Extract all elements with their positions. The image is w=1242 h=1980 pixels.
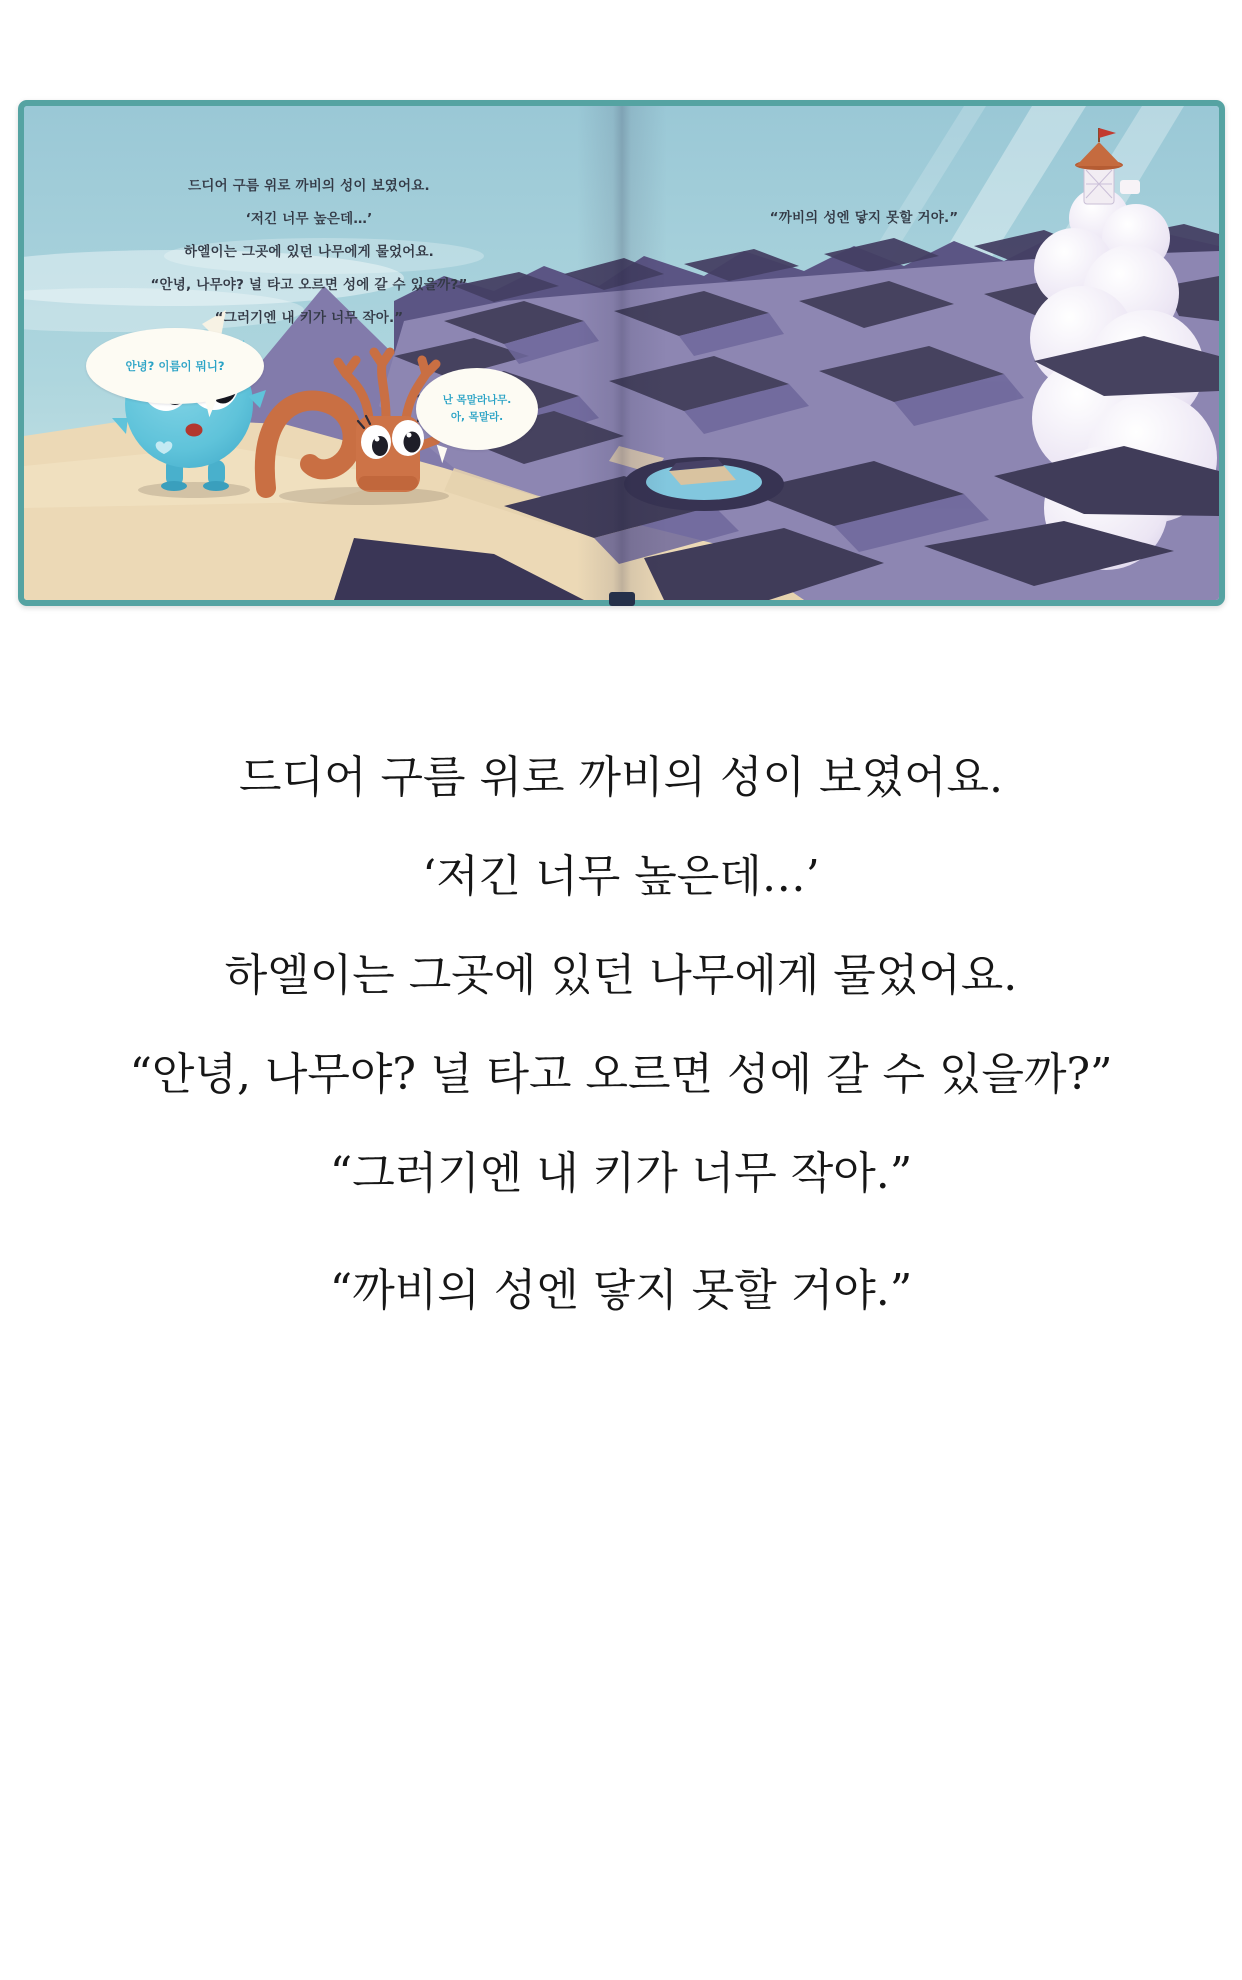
story-line-5: “그러기엔 내 키가 너무 작아.” <box>329 1148 913 1199</box>
story-line-1: 드디어 구름 위로 까비의 성이 보였어요. <box>239 752 1003 803</box>
page-text-line: 하엘이는 그곳에 있던 나무에게 물었어요. <box>183 244 435 260</box>
page-text-line: “그러기엔 내 키가 너무 작아.” <box>214 310 404 326</box>
speech-bubble-text: 아, 목말라. <box>450 411 504 423</box>
page-text-line: ‘저긴 너무 높은데…’ <box>245 211 373 227</box>
illustration <box>24 106 1219 600</box>
speech-bubble-text: 난 목말라나무. <box>442 394 512 406</box>
story-line-2: ‘저긴 너무 높은데…’ <box>422 851 820 902</box>
story-line-3: 하엘이는 그곳에 있던 나무에게 물었어요. <box>224 950 1018 1001</box>
shadow <box>138 482 250 498</box>
story-line-4: “안녕, 나무야? 널 타고 오르면 성에 갈 수 있을까?” <box>129 1049 1113 1100</box>
page-text-right: “까비의 성엔 닿지 못할 거야.” <box>769 210 959 226</box>
story-line-6: “까비의 성엔 닿지 못할 거야.” <box>329 1265 913 1316</box>
page-text-line: “안녕, 나무야? 널 타고 오르면 성에 갈 수 있을까?” <box>150 277 468 293</box>
page-text-line: 드디어 구름 위로 까비의 성이 보였어요. <box>188 178 430 194</box>
speech-bubble-tree <box>416 368 538 450</box>
story-text <box>0 728 1242 1340</box>
spine-notch <box>609 592 635 606</box>
pond <box>624 457 784 511</box>
speech-bubble-hael <box>86 328 264 404</box>
page-text-left <box>119 170 499 335</box>
book-spread <box>18 100 1225 606</box>
speech-bubble-text: 안녕? 이름이 뭐니? <box>125 359 225 373</box>
